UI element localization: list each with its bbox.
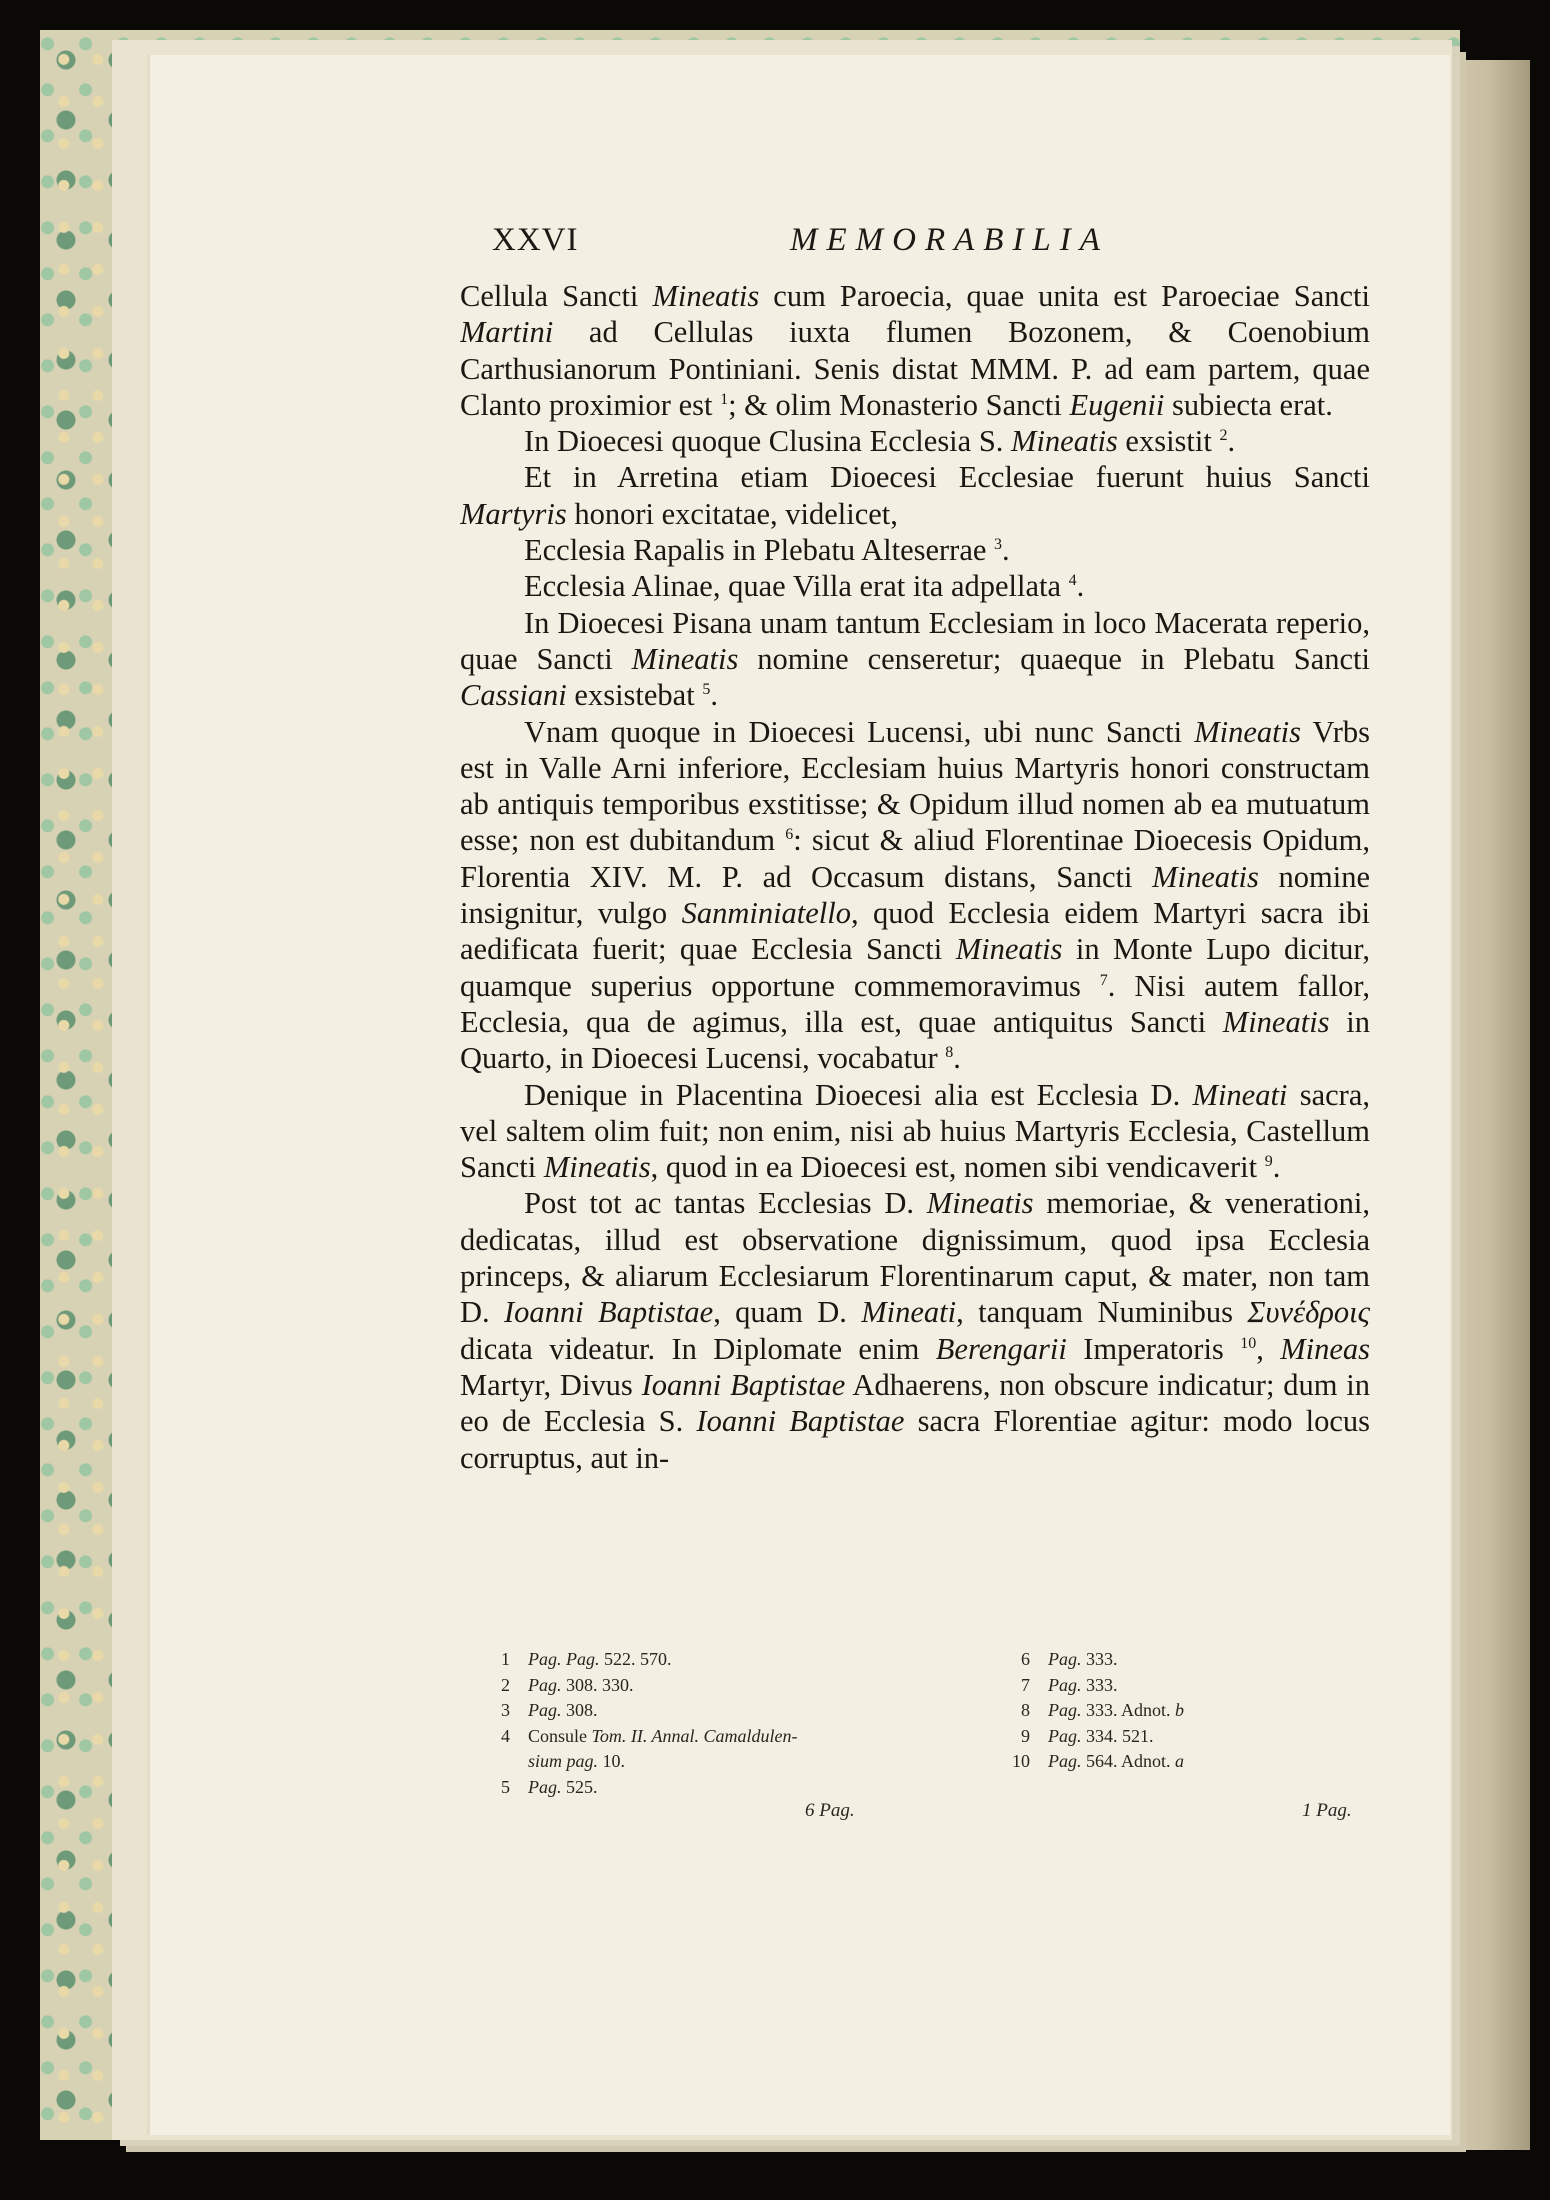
italic-text: Berengarii xyxy=(935,1331,1067,1366)
text-run: 333. xyxy=(1081,1649,1118,1669)
text-run: exsistebat xyxy=(566,678,703,713)
text-run: Ecclesia Rapalis in Plebatu Alteserrae xyxy=(524,533,995,568)
text-run: in Monte Lupo dicitur, quamque superius opportune commemoravimus xyxy=(460,932,1370,1003)
italic-text: Mineatis xyxy=(1152,859,1259,894)
italic-text: Pag. xyxy=(1048,1700,1082,1720)
italic-text: Eugenii xyxy=(1069,387,1165,422)
text-run: 334. 521. xyxy=(1081,1725,1154,1746)
footnote-number: 4 xyxy=(501,1725,510,1746)
text-run: 333. xyxy=(1081,1674,1118,1695)
italic-text: Mineatis xyxy=(1194,714,1301,749)
footnote-marker: 6 xyxy=(785,826,794,844)
footnote-marker: 4 xyxy=(1068,572,1077,590)
page-number: XXVI xyxy=(492,222,579,258)
footnote-marker: 10 xyxy=(1240,1334,1257,1352)
text-run: . xyxy=(953,1041,961,1076)
footnote xyxy=(470,1749,950,1775)
text-run: , quod Ecclesia eidem Martyri sacra ibi aedificata fuerit; quae Ecclesia Sancti xyxy=(460,896,1370,967)
footnote-marker: 7 xyxy=(1099,971,1108,989)
list-item-rapalis xyxy=(460,532,1370,568)
text-run: in Quarto, in Dioecesi Lucensi, vocabatur xyxy=(460,1004,1370,1076)
text-run: Denique in Placentina Dioecesi alia est Ecclesia D. xyxy=(524,1077,1193,1112)
footnote-number: 3 xyxy=(501,1700,510,1720)
text-run: Adhaerens, non obscure indicatur; dum in eo de Ecclesia S. xyxy=(460,1367,1370,1439)
italic-text: Συνέδροις xyxy=(1247,1295,1370,1330)
paragraph-6 xyxy=(460,1077,1370,1186)
italic-text: Mineas xyxy=(1280,1331,1370,1366)
text-run: Vrbs est in Valle Arni inferiore, Ecclesiam huius Martyris honori constructam ab antiquis temporibus exstitisse; & Opidum illud nomen ab ea mutuatum esse; non est dubitandum xyxy=(460,714,1370,858)
text-run: Consule xyxy=(528,1725,592,1746)
italic-text: Pag. xyxy=(528,1776,562,1797)
text-run: 308. xyxy=(561,1700,598,1720)
footnote xyxy=(470,1724,950,1750)
italic-text: b xyxy=(1175,1700,1185,1720)
footnote-number: 7 xyxy=(1021,1674,1030,1695)
list-item-alinae xyxy=(460,568,1370,604)
italic-text: Ioanni Baptistae xyxy=(641,1367,846,1402)
italic-text: Cassiani xyxy=(460,678,567,713)
italic-text: Mineatis xyxy=(1222,1004,1330,1039)
text-run: 308. 330. xyxy=(561,1674,634,1695)
text-run: Cellula Sancti xyxy=(460,279,653,313)
italic-text: Ioanni Baptistae xyxy=(504,1295,714,1330)
footnotes-right xyxy=(990,1647,1290,1775)
text-run: . xyxy=(1272,1150,1281,1185)
footnotes-left xyxy=(470,1647,950,1800)
italic-text: Mineati xyxy=(1192,1077,1288,1112)
paragraph-1 xyxy=(460,278,1370,423)
text-run: Martyr, Divus xyxy=(460,1367,642,1402)
italic-text: Tom. II. Annal. Camaldulen- xyxy=(591,1725,798,1746)
text-run: , quam D. xyxy=(713,1295,862,1330)
text-run: honori excitatae, videlicet, xyxy=(566,496,898,531)
footnote xyxy=(990,1749,1290,1775)
text-run: In Dioecesi quoque Clusina Ecclesia S. xyxy=(524,424,1012,459)
text-run: Ecclesia Alinae, quae Villa erat ita adpellata xyxy=(524,569,1069,604)
italic-text: Sanminiatello xyxy=(681,896,851,931)
text-run: , tanquam Numinibus xyxy=(956,1295,1248,1330)
text-run: 564. Adnot. xyxy=(1081,1751,1176,1771)
footnote-marker: 9 xyxy=(1264,1152,1273,1170)
text-run: : sicut & aliud Florentinae Dioecesis Opidum, Florentia XIV. M. P. ad Occasum distans, Sancti xyxy=(460,823,1370,894)
running-title: MEMORABILIA xyxy=(790,222,1109,258)
text-run: . xyxy=(1076,569,1085,604)
footnote xyxy=(470,1673,950,1699)
italic-text: Mineatis xyxy=(543,1150,651,1185)
text-run: Vnam quoque in Dioecesi Lucensi, ubi nunc Sancti xyxy=(524,714,1195,749)
text-run: sacra Florentiae agitur: modo locus corruptus, aut in- xyxy=(460,1404,1370,1475)
text-run: exsistit xyxy=(1117,424,1220,459)
footnote-number: 10 xyxy=(1012,1751,1030,1771)
italic-text: Mineatis xyxy=(1011,424,1118,459)
text-run: ad Cellulas iuxta flumen Bozonem, & Coenobium Carthusianorum Pontiniani. Senis distat MMM. P. ad eam partem, quae Clanto proximior est xyxy=(460,315,1370,422)
italic-text: Pag. xyxy=(1048,1674,1082,1695)
catchword-right: 1 Pag. xyxy=(1302,1800,1352,1821)
text-run: subiecta erat. xyxy=(1164,387,1333,422)
footnote-marker: 5 xyxy=(702,681,711,699)
text-run: dicata videatur. In Diplomate enim xyxy=(460,1331,936,1366)
italic-text: Mineatis xyxy=(926,1186,1034,1221)
paragraph-2 xyxy=(460,423,1370,459)
footnote-number: 2 xyxy=(501,1674,510,1695)
italic-text: Ioanni Baptistae xyxy=(696,1404,905,1439)
text-run: 525. xyxy=(561,1776,598,1797)
text-run: 522. 570. xyxy=(599,1649,672,1669)
italic-text: Mineatis xyxy=(955,932,1063,967)
italic-text: Pag. xyxy=(528,1700,562,1720)
text-run: ; & olim Monasterio Sancti xyxy=(728,387,1070,422)
footnote-marker: 3 xyxy=(994,535,1003,553)
footnote xyxy=(990,1724,1290,1750)
catchword-left: 6 Pag. xyxy=(805,1800,855,1821)
paragraph-7 xyxy=(460,1185,1370,1475)
text-run: , quod in ea Dioecesi est, nomen sibi vendicaverit xyxy=(650,1150,1265,1185)
text-run: Post tot ac tantas Ecclesias D. xyxy=(524,1186,927,1221)
italic-text: Pag. xyxy=(1048,1725,1082,1746)
italic-text: Mineatis xyxy=(652,279,760,313)
italic-text: Martyris xyxy=(460,496,567,531)
italic-text: Pag. Pag. xyxy=(528,1649,600,1669)
text-run: In Dioecesi Pisana unam tantum Ecclesiam in loco Macerata reperio, quae Sancti xyxy=(460,605,1370,676)
footnote-number: 9 xyxy=(1021,1725,1030,1746)
text-run: nomine insignitur, vulgo xyxy=(460,859,1370,931)
italic-text: Mineatis xyxy=(631,641,739,676)
footnote xyxy=(470,1647,950,1673)
text-run: Imperatoris xyxy=(1066,1331,1241,1366)
footnote-number: 8 xyxy=(1021,1700,1030,1720)
text-run: Et in Arretina etiam Dioecesi Ecclesiae fuerunt huius Sancti xyxy=(524,460,1370,495)
italic-text: a xyxy=(1175,1751,1185,1771)
footnote xyxy=(470,1698,950,1724)
footnote-number: 5 xyxy=(501,1776,510,1797)
text-run: . xyxy=(1002,533,1010,568)
footnote xyxy=(990,1673,1290,1699)
body-text xyxy=(460,278,1370,1593)
footnote xyxy=(470,1775,950,1801)
footnote xyxy=(990,1698,1290,1724)
text-run: memoriae, & venerationi, dedicatas, illud est observatione dignissimum, quod ipsa Ecclesia princeps, & aliarum Ecclesiarum Florentinarum caput, & mater, non tam D. xyxy=(460,1186,1370,1330)
footnote-marker: 2 xyxy=(1219,427,1228,445)
text-run: cum Paroecia, quae unita est Paroeciae Sancti xyxy=(759,279,1370,313)
text-run: sacra, vel saltem olim fuit; non enim, nisi ab huius Martyris Ecclesia, Castellum Sancti xyxy=(460,1077,1370,1185)
paragraph-5 xyxy=(460,714,1370,1077)
text-run: nomine censeretur; quaeque in Plebatu Sancti xyxy=(738,641,1370,676)
text-run: 10. xyxy=(598,1751,626,1771)
paragraph-4 xyxy=(460,605,1370,714)
paragraph-3 xyxy=(460,459,1370,532)
italic-text: Mineati xyxy=(861,1295,957,1330)
text-run: . xyxy=(710,678,718,713)
text-run: . xyxy=(1227,424,1236,459)
italic-text: Pag. xyxy=(1048,1751,1082,1771)
footnote-marker: 1 xyxy=(720,390,729,408)
italic-text: Pag. xyxy=(1048,1649,1082,1669)
footnote-marker: 8 xyxy=(945,1044,954,1062)
italic-text: Martini xyxy=(460,315,554,350)
footnote-number: 1 xyxy=(501,1649,510,1669)
text-run: . Nisi autem fallor, Ecclesia, qua de agimus, illa est, quae antiquitus Sancti xyxy=(460,968,1370,1039)
footnote-number: 6 xyxy=(1021,1649,1030,1669)
text-run: , xyxy=(1256,1331,1281,1366)
footnote xyxy=(990,1647,1290,1673)
text-run: 333. Adnot. xyxy=(1081,1700,1176,1720)
italic-text: sium pag. xyxy=(528,1751,599,1771)
italic-text: Pag. xyxy=(528,1674,562,1695)
running-head xyxy=(340,222,1150,262)
